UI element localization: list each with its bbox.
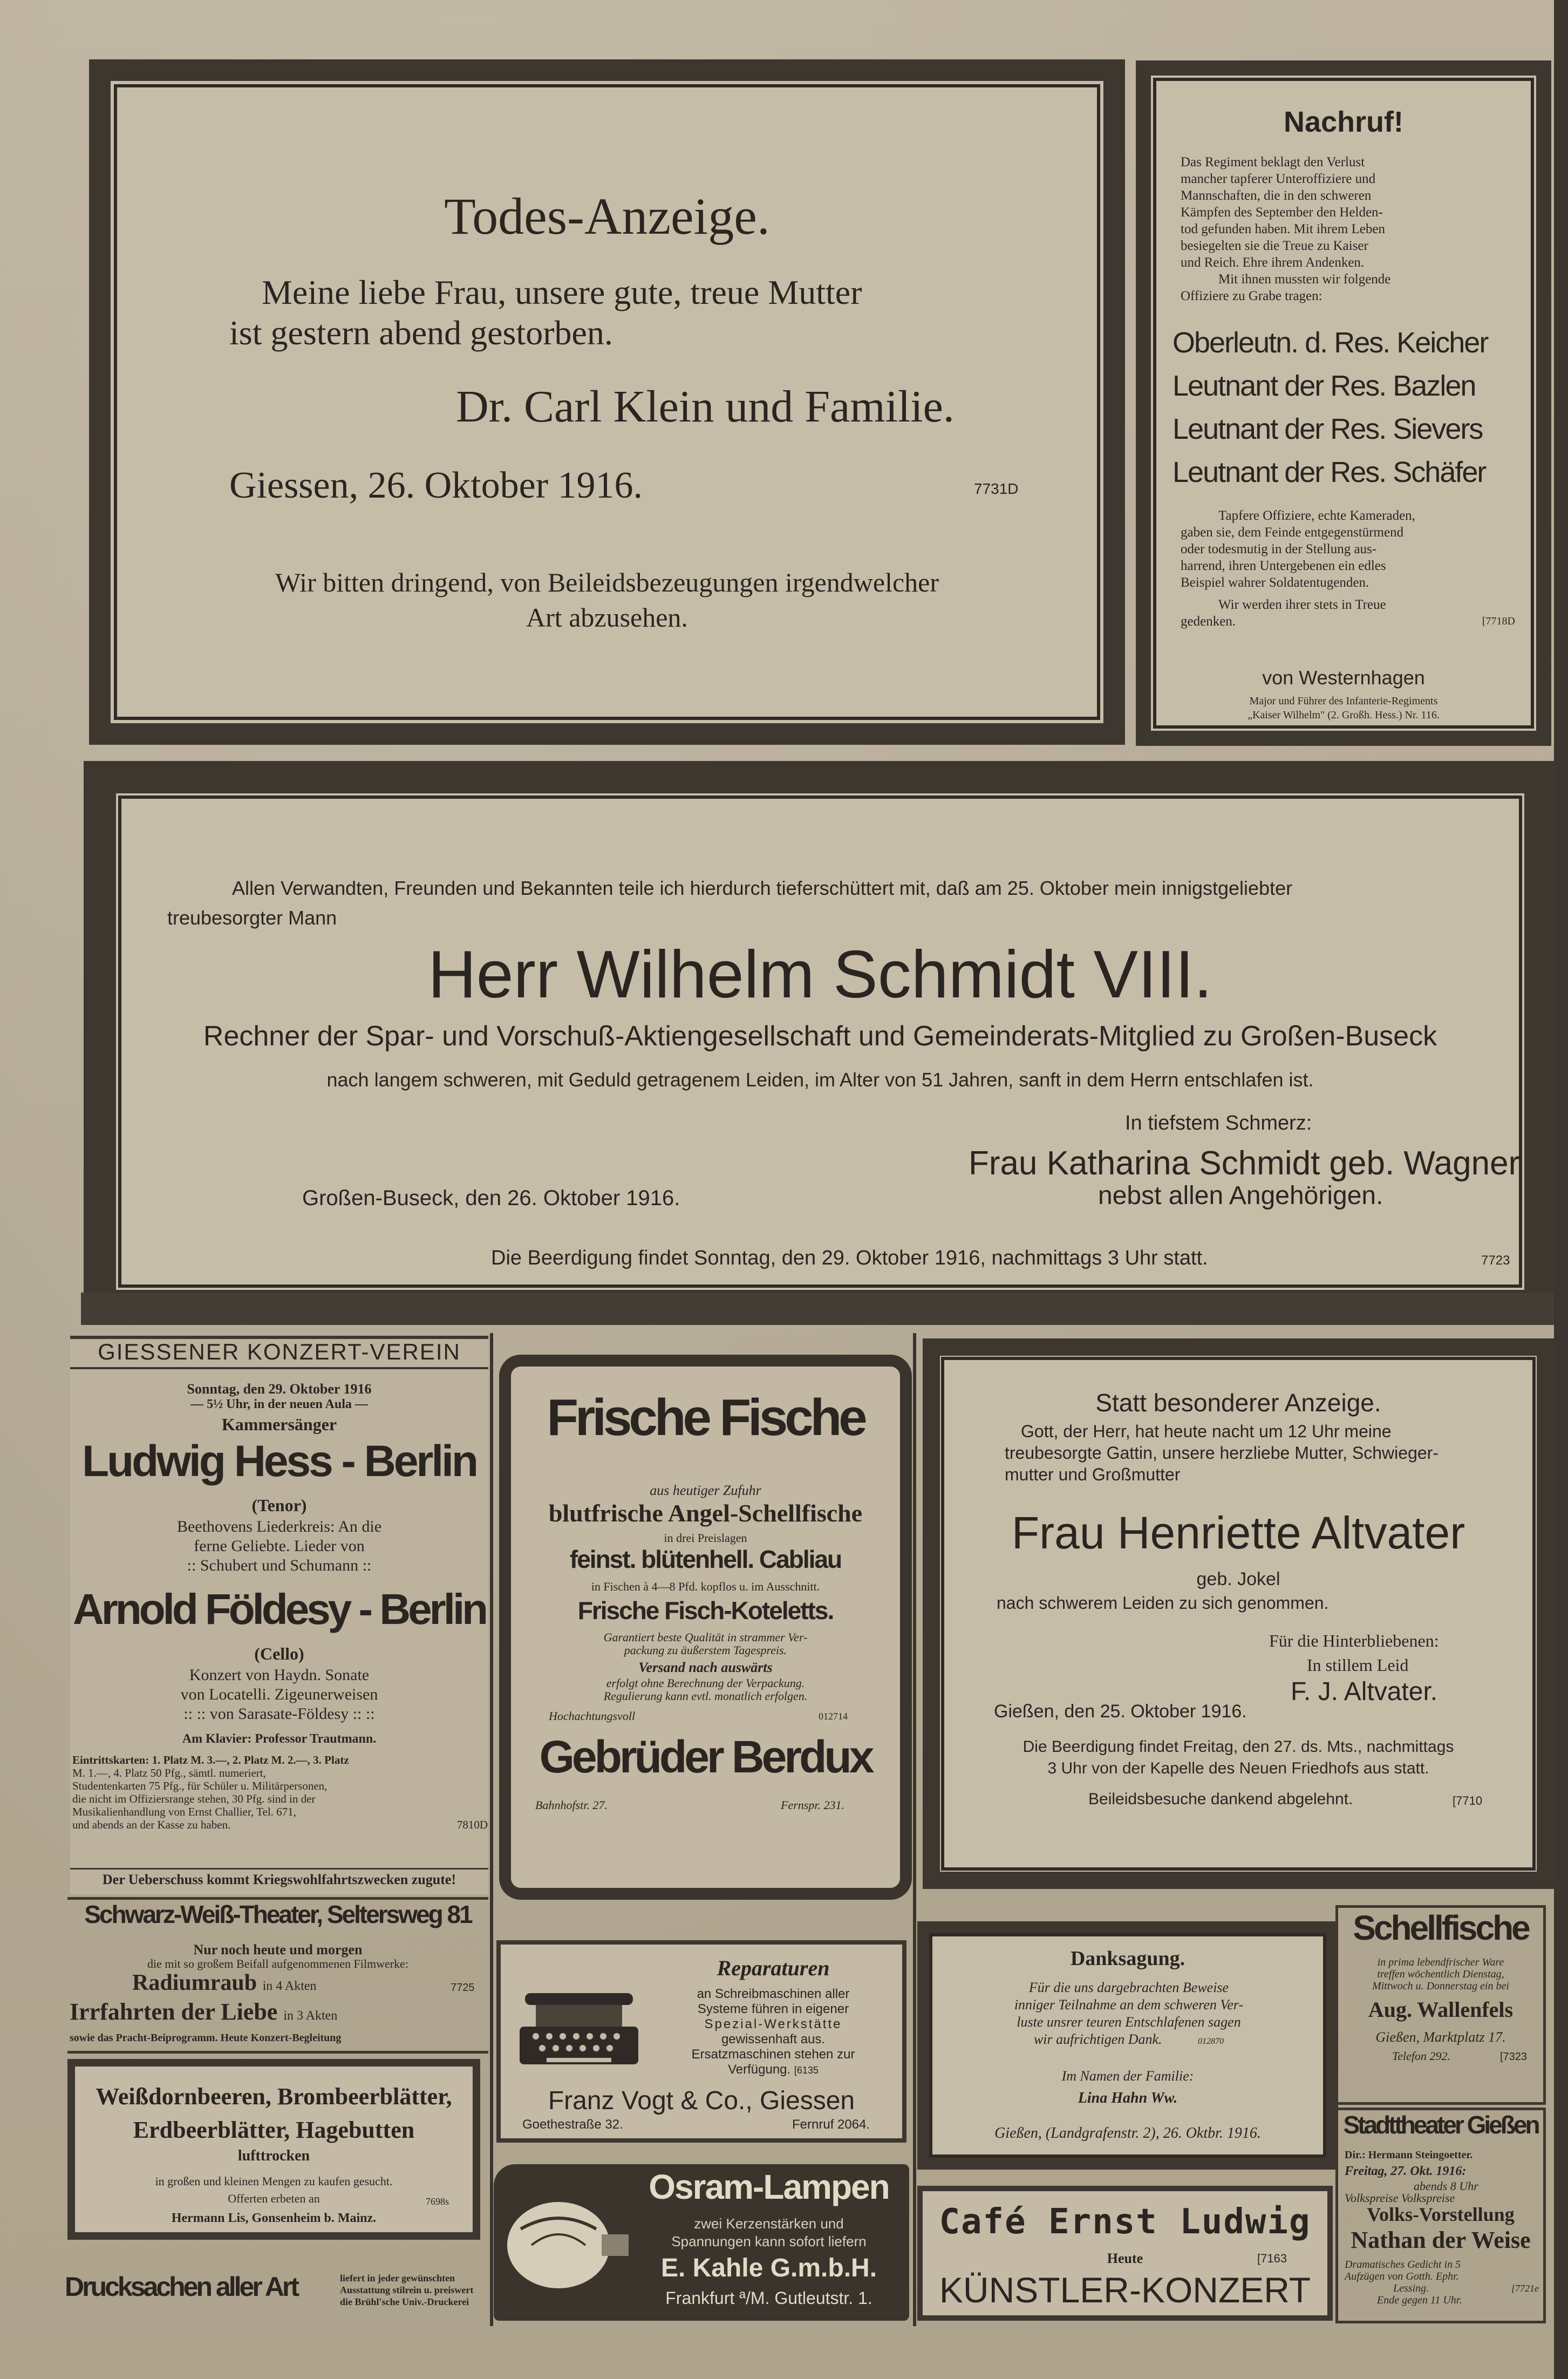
ticket-line: Studentenkarten 75 Pfg., für Schüler u. Militärpersonen, (72, 1779, 328, 1792)
herbs-l3: lufttrocken (237, 2147, 310, 2164)
altvater-ref: [7710 (1453, 1794, 1483, 1807)
film2-title: Irrfahrten der Liebe (70, 1999, 278, 2025)
st-prices: Volkspreise Volkspreise (1345, 2191, 1455, 2205)
nachruf-p3-line: oder todesmutig in der Stellung aus- (1181, 542, 1377, 556)
altvater-name: Frau Henriette Altvater (1011, 1507, 1465, 1558)
sw-title: Schwarz-Weiß-Theater, Seltersweg 81 (84, 1900, 472, 1928)
column-divider (490, 1333, 493, 2326)
osram-firm: E. Kahle G.m.b.H. (660, 2254, 877, 2282)
nachruf-p1-line: besiegelten sie die Treue zu Kaiser (1181, 239, 1368, 253)
dank-ref: 012870 (1198, 2037, 1224, 2046)
schell-firm: Aug. Wallenfels (1368, 1997, 1514, 2022)
konzert-piano: Am Klavier: Professor Trautmann. (182, 1732, 377, 1746)
fish-greet: Hochachtungsvoll (549, 1709, 636, 1723)
obituary-regiment (1136, 60, 1551, 746)
st-end: Ende gegen 11 Uhr. (1377, 2294, 1462, 2306)
nachruf-p4-line: Wir werden ihrer stets in Treue (1218, 597, 1386, 612)
konzert-voice: (Tenor) (251, 1496, 307, 1515)
nachruf-p2-line: Mit ihnen mussten wir folgende (1218, 272, 1391, 287)
ticket-line: und abends an der Kasse zu haben. (72, 1818, 231, 1831)
st-line: Aufzügen von Gotth. Ephr. (1345, 2271, 1459, 2282)
program-line: :: Schubert und Schumann :: (187, 1556, 372, 1574)
altvater-text: nach schwerem Leiden zu sich genommen. (997, 1593, 1329, 1613)
altvater-line: Gott, der Herr, hat heute nacht um 12 Uhr meine (1021, 1422, 1392, 1441)
nachruf-gedenken: gedenken. (1181, 614, 1236, 629)
altvater-for: Für die Hinterbliebenen: (1269, 1631, 1439, 1650)
altvater-funeral (940, 1736, 1537, 1779)
cafe-name: Café Ernst Ludwig (939, 2202, 1311, 2242)
fish-addr: Bahnhofstr. 27. (535, 1798, 608, 1812)
program-line: von Locatelli. Zigeunerweisen (180, 1685, 378, 1703)
repairs-addr: Goethestraße 32. (522, 2117, 623, 2132)
osram-l2: Spannungen kann sofort liefern (671, 2233, 867, 2249)
dank-name: Lina Hahn Ww. (1078, 2090, 1178, 2106)
konzert-program1 (70, 1517, 488, 1575)
altvater-line: mutter und Großmutter (1005, 1465, 1181, 1484)
cinema-ad (67, 1897, 488, 2054)
program-line: ferne Geliebte. Lieder von (194, 1537, 365, 1555)
fish-ref: 012714 (819, 1711, 848, 1722)
konzert-date: Sonntag, den 29. Oktober 1916 (187, 1381, 372, 1397)
nachruf-p1-line: und Reich. Ehre ihrem Andenken. (1181, 255, 1365, 270)
separator-strip (81, 1293, 1559, 1325)
cafe-ref: [7163 (1257, 2252, 1287, 2265)
nachruf-paragraph-1 (1181, 154, 1504, 304)
officer-list (1172, 321, 1518, 494)
konzert-time: — 5½ Uhr, in der neuen Aula — (190, 1397, 368, 1411)
print-line: die Brühl'sche Univ.-Druckerei (340, 2296, 469, 2307)
schmidt-grief: In tiefstem Schmerz: (1125, 1112, 1312, 1134)
schmidt-place-date: Großen-Buseck, den 26. Oktober 1916. (302, 1186, 680, 1210)
repairs-line: Systeme führen in eigener (697, 2002, 849, 2016)
herbs-l2: Erdbeerblätter, Hagebutten (133, 2117, 415, 2143)
st-line: Dramatisches Gedicht in 5 (1345, 2259, 1461, 2271)
print-lines (340, 2272, 473, 2308)
dank-place: Gießen, (Landgrafenstr. 2), 26. Oktbr. 1916. (994, 2125, 1261, 2142)
ticket-line: M. 1.—, 4. Platz 50 Pfg., sämtl. numeriert, (72, 1766, 266, 1779)
dank-line-last (951, 2031, 1307, 2050)
nachruf-p4-end (1181, 613, 1515, 630)
osram-title: Osram-Lampen (649, 2167, 889, 2206)
schmidt-name: Herr Wilhelm Schmidt VIII. (428, 937, 1212, 1012)
officer-name: Leutnant der Res. Bazlen (1172, 370, 1476, 402)
death-notice-altvater (923, 1338, 1554, 1889)
konzert-program2 (70, 1666, 488, 1724)
schmidt-widow: Frau Katharina Schmidt geb. Wagner (969, 1145, 1520, 1182)
dank-family: Im Namen der Familie: (1061, 2068, 1194, 2084)
nachruf-sub2: „Kaiser Wilhelm" (2. Großh. Hess.) Nr. 116. (1247, 709, 1440, 721)
ticket-line: Musikalienhandlung von Ernst Challier, Tel. 671, (72, 1805, 296, 1818)
death-notice-klein (89, 59, 1125, 745)
altvater-signer: F. J. Altvater. (1291, 1677, 1438, 1706)
cafe-today: Heute (1107, 2251, 1143, 2266)
altvater-visits: Beileidsbesuche dankend abgelehnt. (1088, 1790, 1353, 1808)
sw-l1: Nur noch heute und morgen (193, 1942, 363, 1957)
schell-phone: Telefon 292. (1392, 2049, 1450, 2063)
fish-firm: Gebrüder Berdux (539, 1731, 872, 1782)
herbs-ref: 7698s (426, 2196, 449, 2207)
lightbulb-icon (499, 2186, 634, 2305)
st-dir: Dir.: Hermann Steingoetter. (1345, 2149, 1473, 2161)
sw-ref: 7725 (451, 1982, 475, 1994)
fish-l4: feinst. blütenhell. Cabliau (569, 1545, 842, 1573)
herbs-l4: in großen und kleinen Mengen zu kaufen gesucht. (155, 2174, 393, 2188)
dank-line: luste unsrer teuren Entschlafenen sagen (1017, 2014, 1241, 2030)
concert-ad (70, 1336, 488, 1894)
st-ref: [7721e (1511, 2283, 1539, 2294)
fish-l9 (511, 1677, 900, 1703)
fish-l7 (511, 1631, 900, 1657)
print-line: Ausstattung stilrein u. preiswert (340, 2285, 474, 2295)
schell-title: Schellfische (1353, 1908, 1529, 1947)
repairs-line: Ersatzmaschinen stehen zur (691, 2047, 855, 2062)
film2-acts: in 3 Akten (283, 2009, 338, 2023)
konzert-tickets (72, 1753, 488, 1831)
schmidt-role: Rechner der Spar- und Vorschuß-Aktiengesellschaft und Gemeinderats-Mitglied zu Großen-Buseck (203, 1021, 1437, 1052)
repairs-line: Verfügung. (728, 2062, 791, 2077)
herbs-ad (67, 2059, 480, 2240)
nachruf-p3-line: Tapfere Offiziere, echte Kameraden, (1218, 508, 1415, 523)
cafe-event: KÜNSTLER-KONZERT (939, 2270, 1311, 2310)
repairs-last (646, 2062, 900, 2078)
sw-film1 (132, 1970, 317, 1996)
haddock-ad (1335, 1905, 1546, 2105)
program-line: Beethovens Liederkreis: An die (176, 1518, 382, 1535)
print-big: Drucksachen aller Art (65, 2272, 298, 2302)
altvater-funeral-line: 3 Uhr von der Kapelle des Neuen Friedhofs aus statt. (1047, 1759, 1429, 1777)
ticket-line: die nicht im Offiziersrange stehen, 30 Pfg. sind in der (72, 1792, 316, 1805)
nachruf-signer: von Westernhagen (1262, 667, 1425, 689)
st-line-3 (1345, 2282, 1539, 2294)
schell-line: in prima lebendfrischer Ware (1377, 1956, 1504, 1968)
nachruf-sub1: Major und Führer des Infanterie-Regiments (1249, 695, 1438, 707)
fish-l1: aus heutiger Zufuhr (650, 1483, 761, 1498)
schell-ref: [7323 (1500, 2051, 1528, 2063)
altvater-still: In stillem Leid (1307, 1655, 1409, 1675)
sw-film2 (70, 1998, 337, 2025)
altvater-intro (1005, 1420, 1490, 1485)
officer-name: Oberleutn. d. Res. Keicher (1172, 327, 1488, 359)
repairs-line: an Schreibmaschinen aller (697, 1987, 850, 2001)
officer-name: Leutnant der Res. Sievers (1172, 413, 1483, 445)
fish-l5: in Fischen à 4—8 Pfd. kopflos u. im Ausschnitt. (591, 1580, 820, 1593)
schell-line: treffen wöchentlich Dienstag, (1377, 1968, 1504, 1980)
cafe-ad (917, 2186, 1333, 2321)
page-edge (1554, 0, 1568, 2379)
osram-l1: zwei Kerzenstärken und (694, 2215, 844, 2232)
ticket-line: Eintrittskarten: 1. Platz M. 3.—, 2. Platz M. 2.—, 3. Platz (72, 1753, 349, 1766)
printing-ad (65, 2267, 486, 2321)
nachruf-p1-line: Mannschaften, die in den schweren (1181, 188, 1372, 203)
sw-l2: die mit so großem Beifall aufgenommenen Filmwerke: (147, 1957, 408, 1970)
todes-line1: Meine liebe Frau, unsere gute, treue Mutter (262, 273, 862, 311)
dank-title: Danksagung. (1070, 1947, 1185, 1970)
program-line: Konzert von Haydn. Sonate (189, 1666, 370, 1684)
schmidt-funeral: Die Beerdigung findet Sonntag, den 29. Oktober 1916, nachmittags 3 Uhr statt. (491, 1247, 1208, 1269)
schmidt-text: nach langem schweren, mit Geduld getragenem Leiden, im Alter von 51 Jahren, sanft in dem Herrn entschlafen ist. (326, 1069, 1314, 1091)
konzert-kammer: Kammersänger (221, 1415, 337, 1434)
herbs-l6: Hermann Lis, Gonsenheim b. Mainz. (171, 2211, 377, 2225)
repairs-firm: Franz Vogt & Co., Giessen (548, 2086, 855, 2115)
theater-ad (1335, 2108, 1546, 2323)
konzert-surplus: Der Ueberschuss kommt Kriegswohlfahrtszwecken zugute! (70, 1868, 488, 1888)
st-date: Freitag, 27. Okt. 1916: (1345, 2164, 1467, 2178)
dank-line: wir aufrichtigen Dank. (1033, 2031, 1162, 2047)
ticket-line-last (72, 1818, 488, 1831)
schell-addr: Gießen, Marktplatz 17. (1375, 2029, 1506, 2045)
dank-line: inniger Teilnahme an dem schweren Ver- (1014, 1997, 1244, 2013)
schmidt-family: nebst allen Angehörigen. (1098, 1181, 1383, 1210)
todes-signer: Dr. Carl Klein und Familie. (456, 382, 955, 432)
fish-line: packung zu äußerstem Tagespreis. (624, 1643, 787, 1657)
fish-l3: in drei Preislagen (664, 1531, 747, 1545)
todes-title: Todes-Anzeige. (444, 187, 770, 245)
fish-l6: Frische Fisch-Koteletts. (577, 1596, 834, 1624)
repairs-ad (496, 1940, 906, 2143)
fish-line: Regulierung kann evtl. monatlich erfolgen. (603, 1689, 808, 1703)
altvater-title: Statt besonderer Anzeige. (1095, 1389, 1381, 1417)
altvater-funeral-line: Die Beerdigung findet Freitag, den 27. ds. Mts., nachmittags (1022, 1738, 1454, 1756)
schell-lines (1338, 1956, 1543, 1992)
konzert-ref: 7810D (456, 1818, 488, 1831)
dank-line: Für die uns dargebrachten Beweise (1028, 1980, 1229, 1995)
officer-name: Leutnant der Res. Schäfer (1172, 456, 1486, 488)
todes-place-date: Giessen, 26. Oktober 1916. (229, 465, 643, 506)
print-line: liefert in jeder gewünschten (340, 2273, 455, 2283)
repairs-line: gewissenhaft aus. (721, 2032, 826, 2047)
film1-title: Radiumraub (132, 1970, 257, 1995)
schmidt-intro1: Allen Verwandten, Freunden und Bekannten teile ich hierdurch tieferschüttert mit, daß am 25. Oktober mein innigstgeliebter (232, 877, 1293, 899)
typewriter-icon (514, 1982, 644, 2085)
nachruf-p3-line: gaben sie, dem Feinde entgegenstürmend (1181, 525, 1404, 540)
st-time: abends 8 Uhr (1414, 2179, 1478, 2193)
dank-lines (951, 1979, 1307, 2050)
fish-ad (499, 1355, 912, 1900)
herbs-l1: Weißdornbeeren, Brombeerblätter, (96, 2083, 452, 2110)
konzert-cello: (Cello) (254, 1644, 304, 1663)
st-play: Nathan der Weise (1351, 2227, 1531, 2253)
nachruf-p1-line: Das Regiment beklagt den Verlust (1181, 155, 1365, 169)
schell-line: Mittwoch u. Donnerstag ein bei (1372, 1980, 1509, 1992)
osram-city: Frankfurt ª/M. Gutleutstr. 1. (665, 2288, 872, 2308)
repairs-ref: [6135 (794, 2065, 819, 2076)
column-divider (913, 1333, 916, 2326)
konzert-artist2: Arnold Földesy - Berlin (72, 1585, 486, 1633)
nachruf-p1-line: tod gefunden haben. Mit ihrem Leben (1181, 222, 1386, 236)
st-lines (1345, 2259, 1539, 2306)
st-title: Stadttheater Gießen (1343, 2111, 1538, 2139)
thanks-notice (917, 1921, 1338, 2170)
repairs-title: Reparaturen (717, 1956, 830, 1980)
nachruf-title: Nachruf! (1283, 106, 1403, 138)
fish-line: Garantiert beste Qualität in strammer Ver- (603, 1630, 808, 1644)
todes-ref: 7731D (974, 480, 1019, 497)
sw-l3: sowie das Pracht-Beiprogramm. Heute Konzert-Begleitung (70, 2032, 342, 2044)
altvater-line: treubesorgte Gattin, unsere herzliebe Mutter, Schwieger- (1005, 1443, 1439, 1463)
osram-ad (494, 2164, 909, 2321)
fish-title: Frische Fische (547, 1389, 864, 1446)
repairs-lines (646, 1987, 900, 2078)
repairs-phone: Fernruf 2064. (792, 2117, 870, 2132)
nachruf-ref: [7718D (1482, 615, 1515, 627)
nachruf-p1-line: Kämpfen des September den Helden- (1181, 205, 1383, 220)
schmidt-intro2: treubesorgter Mann (167, 907, 337, 929)
nachruf-paragraph-3 (1181, 507, 1515, 630)
repairs-line: Spezial-Werkstätte (704, 2017, 842, 2031)
fish-l2: blutfrische Angel-Schellfische (548, 1499, 863, 1527)
nachruf-p3-line: harrend, ihren Untergebenen ein edles (1181, 559, 1386, 573)
schmidt-ref: 7723 (1481, 1253, 1510, 1268)
nachruf-p3-line: Beispiel wahrer Soldatentugenden. (1181, 575, 1369, 590)
todes-line2: ist gestern abend gestorben. (229, 314, 613, 352)
st-show: Volks-Vorstellung (1367, 2204, 1515, 2225)
herbs-l5: Offerten erbeten an (228, 2192, 320, 2205)
altvater-place-date: Gießen, den 25. Oktober 1916. (994, 1701, 1247, 1722)
nachruf-p1-line: mancher tapferer Unteroffiziere und (1181, 172, 1376, 186)
todes-request1: Wir bitten dringend, von Beileidsbezeugungen irgendwelcher (275, 567, 939, 597)
konzert-artist1: Ludwig Hess - Berlin (82, 1437, 476, 1486)
todes-request2: Art abzusehen. (526, 602, 688, 633)
st-line: Lessing. (1393, 2282, 1429, 2294)
fish-line: erfolgt ohne Berechnung der Verpackung. (606, 1676, 805, 1690)
nachruf-p2-line: Offiziere zu Grabe tragen: (1181, 289, 1322, 303)
program-line: :: :: von Sarasate-Földesy :: :: (183, 1705, 375, 1723)
altvater-born: geb. Jokel (1196, 1569, 1280, 1589)
death-notice-schmidt (84, 761, 1557, 1322)
fish-phone: Fernspr. 231. (781, 1798, 844, 1812)
film1-acts: in 4 Akten (262, 1979, 317, 1993)
konzert-header: GIESSENER KONZERT-VEREIN (70, 1339, 488, 1369)
fish-l8: Versand nach auswärts (638, 1660, 773, 1675)
